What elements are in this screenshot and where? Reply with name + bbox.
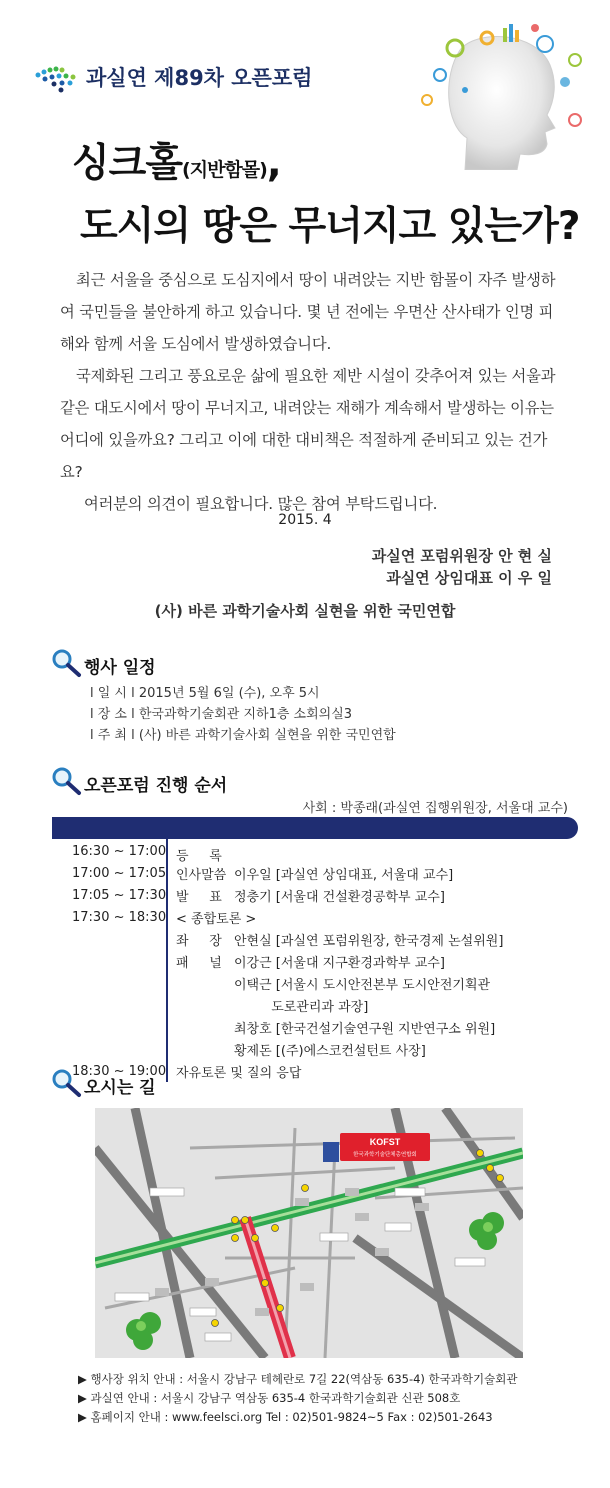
program-row (72, 972, 592, 994)
program-text: 이택근 [서울시 도시안전본부 도시안전기획관 (234, 977, 491, 993)
publish-date: 2015. 4 (278, 512, 332, 528)
program-text: 정충기 [서울대 건설환경공학부 교수] (234, 889, 445, 905)
program-label: 좌 장 (176, 933, 222, 949)
program-text: 안현실 [과실연 포럼위원장, 한국경제 논설위원] (234, 933, 504, 949)
program-time: 17:00 ~ 17:05 (72, 865, 167, 881)
main-title-line2: 도시의 땅은 무너지고 있는가? (80, 204, 580, 249)
directions-section-header (50, 1068, 156, 1098)
program-time: 17:30 ~ 18:30 (72, 909, 167, 925)
program-row (72, 1016, 592, 1038)
program-text: 황제돈 [(주)에스코컨설턴트 사장] (234, 1043, 426, 1059)
magnifier-icon (50, 766, 82, 796)
schedule-list (90, 683, 396, 746)
intro-text (60, 264, 565, 520)
program-row (72, 906, 592, 928)
main-title-line1 (72, 132, 281, 188)
program-label: 패 널 (176, 955, 222, 971)
organizer-name: (사) 바른 과학기술사회 실현을 위한 국민연합 (154, 602, 456, 620)
forum-title: 과실연 제89차 오픈포럼 (86, 66, 313, 90)
program-table (72, 840, 592, 1082)
intro-paragraph: 최근 서울을 중심으로 도심지에서 땅이 내려앉는 지반 함몰이 자주 발생하여 국민들을 불안하게 하고 있습니다. 몇 년 전에는 우면산 산사태가 인명 피해와 함께 서울 도심에서 발생하였습니다. (60, 271, 556, 353)
location-map (95, 1108, 523, 1358)
schedule-title: 행사 일정 (84, 658, 156, 678)
schedule-host-item: l 주 최 l (사) 바른 과학기술사회 실현을 위한 국민연합 (90, 728, 396, 743)
contact-info: ▶ 홈페이지 안내 : www.feelsci.org Tel : 02)501-9824~5 Fax : 02)501-2643 (78, 1410, 493, 1424)
title-comma: , (266, 141, 281, 186)
program-row (72, 950, 592, 972)
venue-address: ▶ 행사장 위치 안내 : 서울시 강남구 테헤란로 7길 22(역삼동 635-4) 한국과학기술회관 (78, 1372, 518, 1386)
program-label: 등 록 (176, 848, 222, 864)
map-badge-subtitle: 한국과학기술단체총연합회 (353, 1152, 417, 1158)
program-text: 자유토론 및 질의 응답 (176, 1065, 302, 1081)
program-text: 이우일 [과실연 상임대표, 서울대 교수] (234, 867, 454, 883)
program-row (72, 994, 592, 1016)
program-row (72, 884, 592, 906)
title-main: 싱크홀 (72, 141, 183, 186)
program-text: 도로관리과 과장] (234, 999, 369, 1015)
magnifier-icon (50, 1068, 82, 1098)
program-label: 발 표 (176, 889, 222, 905)
directions-info (78, 1370, 517, 1427)
program-header-bar (52, 817, 578, 839)
title-paren: (지반함몰) (182, 159, 267, 181)
program-row (72, 928, 592, 950)
program-row (72, 1038, 592, 1060)
program-label: 인사말씀 (176, 867, 227, 883)
program-row (72, 840, 592, 862)
directions-title: 오시는 길 (84, 1078, 156, 1098)
program-title: 오픈포럼 진행 순서 (84, 776, 228, 796)
intro-paragraph: 여러분의 의견이 필요합니다. 많은 참여 부탁드립니다. (84, 495, 438, 513)
program-row (72, 862, 592, 884)
forum-logo-icon (32, 64, 82, 94)
program-time: 18:30 ~ 19:00 (72, 1063, 167, 1079)
schedule-place-item: l 장 소 l 한국과학기술회관 지하1층 소회의실3 (90, 707, 353, 722)
program-time: 17:05 ~ 17:30 (72, 887, 167, 903)
signature-forum-chair: 과실연 포럼위원장 안 현 실 (371, 547, 552, 565)
schedule-date-item: l 일 시 l 2015년 5월 6일 (수), 오후 5시 (90, 686, 320, 701)
program-text: 최창호 [한국건설기술연구원 지반연구소 위원] (234, 1021, 496, 1037)
program-moderator: 사회 : 박종래(과실연 집행위원장, 서울대 교수) (302, 801, 568, 816)
thinking-head-illustration (405, 20, 595, 170)
intro-paragraph: 국제화된 그리고 풍요로운 삶에 필요한 제반 시설이 갖추어져 있는 서울과 같은 대도시에서 땅이 무너지고, 내려앉는 재해가 계속해서 발생하는 이유는 어디에 있을까요? 그리고 이에 대한 대비책은 적절하게 준비되고 있는 건가요? (60, 367, 556, 481)
program-text: < 종합토론 > (176, 911, 257, 927)
program-time: 16:30 ~ 17:00 (72, 843, 167, 859)
magnifier-icon (50, 648, 82, 678)
program-section-header (50, 766, 227, 796)
office-address: ▶ 과실연 안내 : 서울시 강남구 역삼동 635-4 한국과학기술회관 신관 508호 (78, 1391, 461, 1405)
map-badge-title: KOFST (369, 1137, 401, 1147)
signature-representative: 과실연 상임대표 이 우 일 (386, 569, 552, 587)
program-text: 이강근 [서울대 지구환경과학부 교수] (234, 955, 445, 971)
schedule-section-header (50, 648, 156, 678)
